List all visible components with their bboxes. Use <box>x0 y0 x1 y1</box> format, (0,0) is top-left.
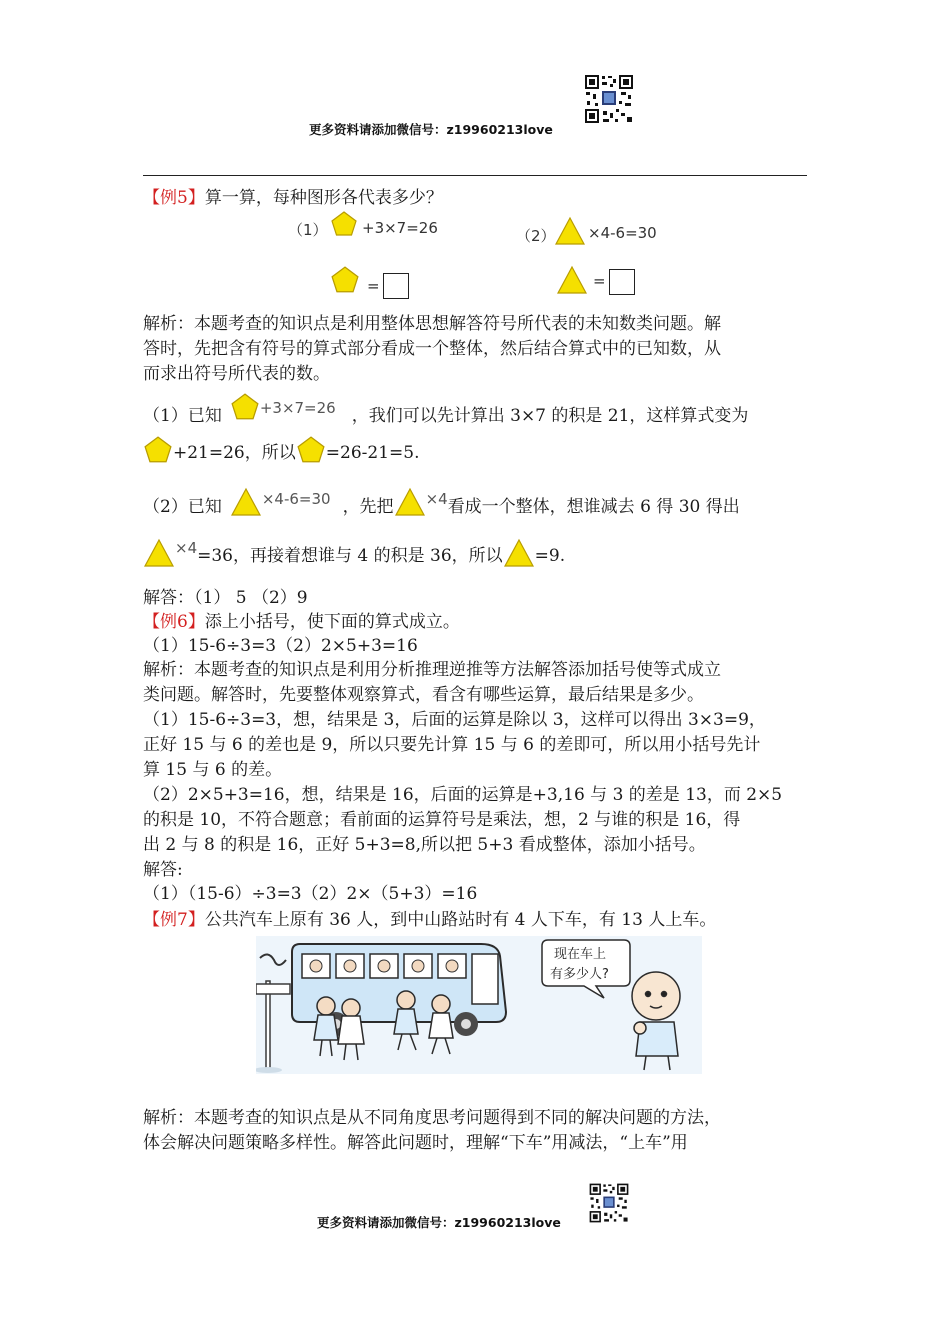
example6-p2-l1: （2）2×5+3=16，想，结果是 16，后面的运算是+3,16 与 3 的差是 13，而 2×5 <box>143 785 783 805</box>
pentagon-icon <box>143 435 173 465</box>
answer-box <box>383 273 409 299</box>
example7-tag: 【例7】 <box>143 910 205 930</box>
example6-analysis-l2: 类问题。解答时，先要整体观察算式，看含有哪些运算，最后结果是多少。 <box>143 685 704 705</box>
bubble-text-l2: 有多少人? <box>550 967 609 982</box>
pentagon-icon <box>330 265 360 295</box>
example5-p1-label: （1） <box>288 221 328 239</box>
example6-tag: 【例6】 <box>143 612 205 632</box>
example6-p1-l1: （1）15-6÷3=3，想，结果是 3，后面的运算是除以 3，这样可以得出 3×3=9， <box>143 710 766 730</box>
pentagon-icon <box>330 210 358 238</box>
solution-2-line2-a: =36，再接着想谁与 4 的积是 36，所以 <box>197 546 503 566</box>
example5-p1-expr: +3×7=26 <box>362 219 438 237</box>
example6-exprs: （1）15-6÷3=3（2）2×5+3=16 <box>143 636 418 656</box>
example6-p1-l2: 正好 15 与 6 的差也是 9，所以只要先计算 15 与 6 的差即可，所以用小括号先计 <box>143 735 761 755</box>
triangle-icon <box>394 487 426 517</box>
solution-2-x4-b: ×4 <box>175 539 198 557</box>
example5-p2-label: （2） <box>516 227 556 245</box>
example5-question: 算一算，每种图形各代表多少？ <box>204 188 443 208</box>
answer-box <box>609 269 635 295</box>
solution-2-prefix: （2）已知 <box>143 497 222 517</box>
solution-2-mid: ，先把 <box>342 497 394 517</box>
bus-illustration <box>256 936 702 1074</box>
example6-answer-label: 解答: <box>143 860 183 880</box>
example5-analysis-l1: 解析：本题考查的知识点是利用整体思想解答符号所代表的未知数类问题。解 <box>143 314 721 334</box>
bubble-text-l1: 现在车上 <box>554 947 607 962</box>
solution-2-rest: 看成一个整体，想谁减去 6 得 30 得出 <box>447 497 740 517</box>
solution-2-expr: ×4-6=30 <box>261 490 331 508</box>
qr-code-header <box>583 73 635 125</box>
example5-answer: 解答：（1） 5 （2）9 <box>143 588 308 608</box>
example5-solution-2-line1 <box>143 487 740 519</box>
solution-1-line2-a: +21=26，所以 <box>173 443 296 463</box>
example5-eq-2: = <box>593 272 606 290</box>
pentagon-icon <box>230 392 260 422</box>
example5-tag: 【例5】 <box>143 188 205 208</box>
triangle-icon <box>230 487 262 517</box>
example6-p2-l2: 的积是 10，不符合题意；看前面的运算符号是乘法，想，2 与谁的积是 16，得 <box>143 810 741 830</box>
example6-p2-l3: 出 2 与 8 的积是 16，正好 5+3=8,所以把 5+3 看成整体，添加小括号。 <box>143 835 706 855</box>
triangle-icon <box>143 538 175 568</box>
header-divider <box>143 175 807 176</box>
example5-solution-1-line2 <box>143 435 419 465</box>
example5-analysis-l3: 而求出符号所代表的数。 <box>143 364 330 384</box>
footer-wechat-text: 更多资料请添加微信号：z19960213love <box>317 1215 561 1230</box>
solution-1-rest: ，我们可以先计算出 3×7 的积是 21，这样算式变为 <box>351 406 749 426</box>
triangle-icon <box>503 538 535 568</box>
pentagon-icon <box>296 435 326 465</box>
example7-heading <box>143 908 716 932</box>
example6-question: 添上小括号，使下面的算式成立。 <box>204 612 460 632</box>
example7-analysis-l2: 体会解决问题策略多样性。解答此问题时，理解“下车”用减法，“上车”用 <box>143 1133 688 1153</box>
triangle-icon <box>554 216 586 246</box>
qr-code-footer <box>588 1182 630 1224</box>
example7-analysis-l1: 解析：本题考查的知识点是从不同角度思考问题得到不同的解决问题的方法， <box>143 1108 721 1128</box>
example5-analysis-l2: 答时，先把含有符号的算式部分看成一个整体，然后结合算式中的已知数，从 <box>143 339 721 359</box>
example6-p1-l3: 算 15 与 6 的差。 <box>143 760 283 780</box>
example6-analysis-l1: 解析：本题考查的知识点是利用分析推理逆推等方法解答添加括号使等式成立 <box>143 660 721 680</box>
example5-eq-1: = <box>367 277 380 295</box>
solution-1-line2-b: =26-21=5. <box>325 443 420 463</box>
example5-solution-2-line2 <box>143 536 565 568</box>
example5-p2-expr: ×4-6=30 <box>588 224 657 242</box>
solution-1-expr: +3×7=26 <box>259 399 336 417</box>
header-wechat-text: 更多资料请添加微信号：z19960213love <box>309 122 553 137</box>
example5-heading <box>143 186 443 210</box>
triangle-icon <box>556 264 588 296</box>
solution-2-x4: ×4 <box>425 490 448 508</box>
example7-question: 公共汽车上原有 36 人，到中山路站时有 4 人下车，有 13 人上车。 <box>204 910 717 930</box>
example6-heading <box>143 610 460 634</box>
solution-2-line2-b: =9. <box>534 546 566 566</box>
solution-1-prefix: （1）已知 <box>143 406 222 426</box>
example6-answer: （1）（15-6）÷3=3（2）2×（5+3）=16 <box>143 884 478 904</box>
example5-solution-1-line1 <box>143 392 748 428</box>
